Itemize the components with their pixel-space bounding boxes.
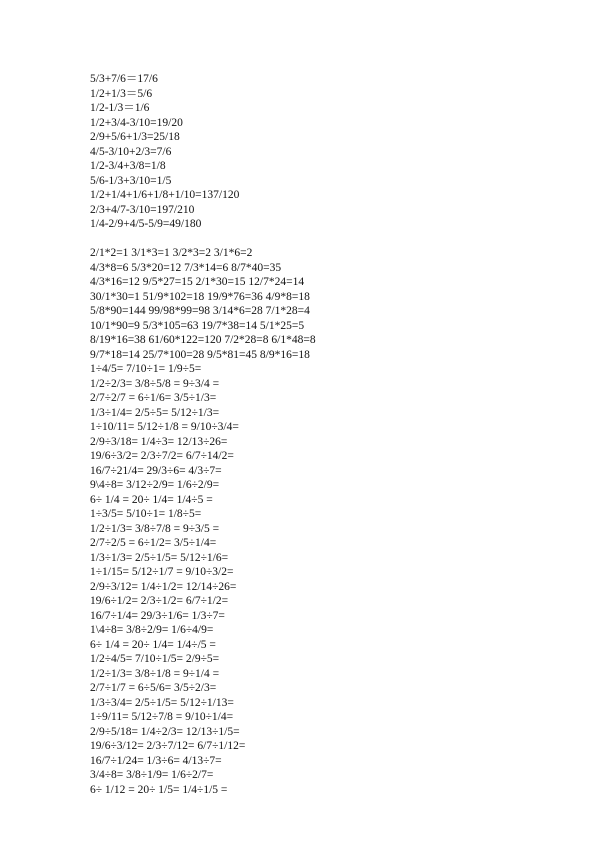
exercise-line: 6÷ 1/4 = 20÷ 1/4= 1/4÷/5 = [90, 638, 216, 651]
exercise-line: 1÷10/11= 5/12÷1/8 = 9/10÷3/4= [90, 421, 239, 433]
equation-line: 1/2+1/3＝5/6 [90, 87, 153, 100]
exercise-line: 1/2÷2/3= 3/8÷5/8 = 9÷3/4 = [90, 377, 220, 390]
equation-line: 5/6-1/3+3/10=1/5 [90, 174, 172, 187]
exercise-line: 8/19*16=38 61/60*122=120 7/2*28=8 6/1*48=8 [90, 334, 316, 346]
exercise-line: 2/7÷1/7 = 6÷5/6= 3/5÷2/3= [90, 682, 217, 694]
exercise-line: 19/6÷1/2= 2/3÷1/2= 6/7÷1/2= [90, 595, 229, 607]
exercise-line: 9/7*18=14 25/7*100=28 9/5*81=45 8/9*16=18 [90, 348, 310, 361]
exercise-line: 6÷ 1/4 = 20÷ 1/4= 1/4÷5 = [90, 493, 213, 506]
exercise-line: 1÷4/5= 7/10÷1= 1/9÷5= [90, 363, 202, 375]
exercise-line: 1/2÷1/3= 3/8÷7/8 = 9÷3/5 = [90, 522, 220, 535]
worksheet-content [90, 72, 570, 797]
exercise-line: 16/7÷21/4= 29/3÷6= 4/3÷7= [90, 464, 222, 477]
exercise-line: 1÷1/15= 5/12÷1/7 = 9/10÷3/2= [90, 566, 234, 578]
exercise-line: 1÷9/11= 5/12÷7/8 = 9/10÷1/4= [90, 711, 234, 723]
equation-line: 2/9+5/6+1/3=25/18 [90, 131, 180, 143]
equation-line: 4/5-3/10+2/3=7/6 [90, 145, 172, 158]
exercise-line: 4/3*16=12 9/5*27=15 2/1*30=15 12/7*24=14 [90, 276, 305, 288]
equation-line: 1/2-1/3＝1/6 [90, 102, 150, 114]
exercise-line: 16/7÷1/4= 29/3÷1/6= 1/3÷7= [90, 609, 225, 622]
exercise-line: 10/1*90=9 5/3*105=63 19/7*38=14 5/1*25=5 [90, 319, 305, 332]
exercise-line: 2/7÷2/7 = 6÷1/6= 3/5÷1/3= [90, 392, 217, 404]
exercise-line: 2/9÷3/18= 1/4÷3= 12/13÷26= [90, 435, 228, 448]
exercise-line: 1\4÷8= 3/8÷2/9= 1/6÷4/9= [90, 624, 214, 636]
equation-line: 1/4-2/9+4/5-5/9=49/180 [90, 218, 202, 230]
exercise-line: 5/8*90=144 99/98*99=98 3/14*6=28 7/1*28=4 [90, 305, 310, 317]
equation-line: 1/2+3/4-3/10=19/20 [90, 116, 183, 129]
exercise-line: 19/6÷3/2= 2/3÷7/2= 6/7÷14/2= [90, 450, 234, 462]
exercise-line: 2/9÷5/18= 1/4÷2/3= 12/13÷1/5= [90, 725, 240, 738]
exercise-line: 2/1*2=1 3/1*3=1 3/2*3=2 3/1*6=2 [90, 247, 253, 259]
exercise-line: 19/6÷3/12= 2/3÷7/12= 6/7÷1/12= [90, 740, 246, 752]
exercise-line: 2/9÷3/12= 1/4÷1/2= 12/14÷26= [90, 580, 237, 593]
equation-line: 2/3+4/7-3/10=197/210 [90, 203, 195, 216]
exercise-line: 2/7÷2/5 = 6÷1/2= 3/5÷1/4= [90, 537, 217, 549]
section-gap [90, 232, 570, 247]
exercise-line: 1/3÷1/4= 2/5÷5= 5/12÷1/3= [90, 406, 220, 419]
exercise-line: 16/7÷1/24= 1/3÷6= 4/13÷7= [90, 754, 222, 767]
exercise-line: 1/3÷1/3= 2/5÷1/5= 5/12÷1/6= [90, 551, 229, 564]
exercise-line: 1÷3/5= 5/10÷1= 1/8÷5= [90, 508, 202, 520]
exercise-line: 3/4÷8= 3/8÷1/9= 1/6÷2/7= [90, 769, 214, 781]
equation-line: 5/3+7/6＝17/6 [90, 73, 158, 85]
exercise-line: 9\4÷8= 3/12÷2/9= 1/6÷2/9= [90, 479, 220, 491]
exercise-line: 4/3*8=6 5/3*20=12 7/3*14=6 8/7*40=35 [90, 261, 282, 274]
exercise-line: 1/3÷3/4= 2/5÷1/5= 5/12÷1/13= [90, 696, 234, 709]
equation-line: 1/2-3/4+3/8=1/8 [90, 160, 166, 172]
section-addition-subtraction [90, 72, 570, 232]
exercise-line: 6÷ 1/12 = 20÷ 1/5= 1/4÷1/5 = [90, 783, 228, 796]
section-multiplication-division [90, 246, 570, 797]
exercise-line: 1/2÷1/3= 3/8÷1/8 = 9÷1/4 = [90, 667, 220, 680]
equation-line: 1/2+1/4+1/6+1/8+1/10=137/120 [90, 189, 240, 201]
exercise-line: 1/2÷4/5= 7/10÷1/5= 2/9÷5= [90, 653, 220, 665]
exercise-line: 30/1*30=1 51/9*102=18 19/9*76=36 4/9*8=18 [90, 290, 310, 303]
